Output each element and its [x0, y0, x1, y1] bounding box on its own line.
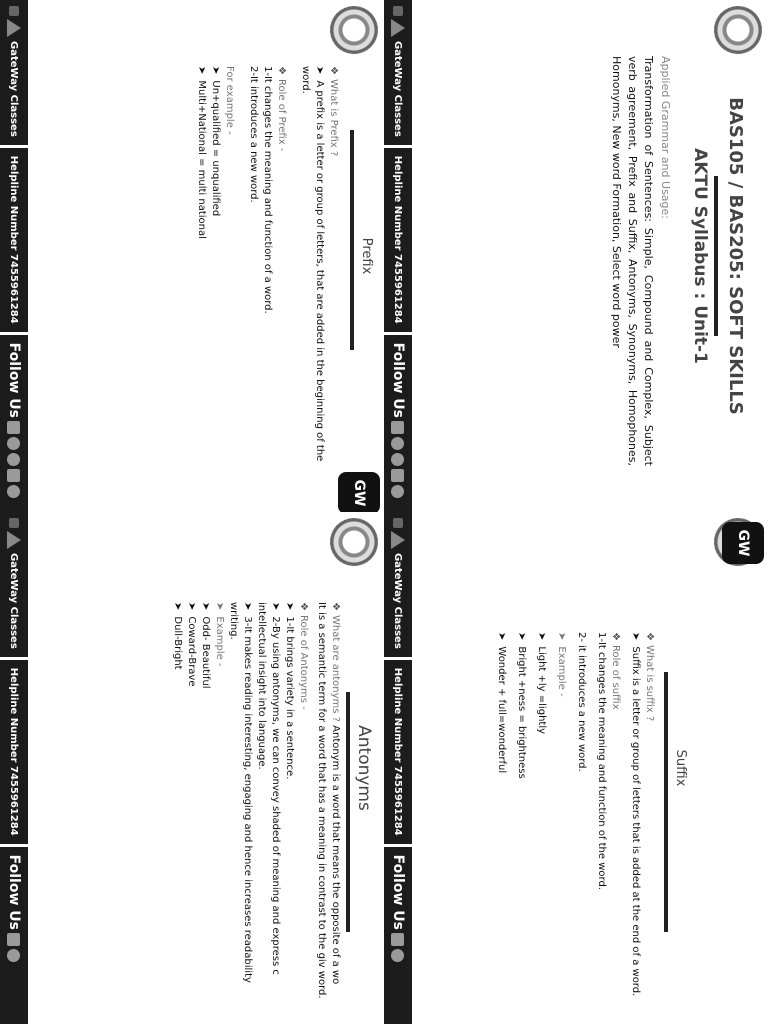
- instagram-icon[interactable]: [392, 949, 405, 962]
- footer-brand: GateWay Classes: [392, 41, 404, 137]
- footer-brand: GateWay Classes: [8, 553, 20, 649]
- title-rule: [664, 672, 668, 932]
- dropdown-icon: [9, 6, 19, 16]
- answer-text: Suffix is a letter or group of letters that is added at the end of a word.: [630, 646, 641, 997]
- example-item: Un+qualified = unqualified: [210, 80, 221, 217]
- role-heading: Role of Prefix -: [276, 78, 287, 152]
- facebook-icon[interactable]: [392, 421, 405, 434]
- slide-syllabus: [384, 0, 768, 512]
- prefix-content: ❖What is Prefix ? ➤A prefix is a letter or group of letters, that are added in the beginning of the word. ❖Role of Prefix - 1-It changes the meaning and function of a word. 2-It introduces a new word. For example - ➤Un+qualified = unqualified ➤Multi+National = multi national: [194, 66, 340, 486]
- slide-title: Suffix: [673, 749, 688, 787]
- dropdown-icon: [393, 518, 403, 528]
- footer-helpline: Helpline Number 7455961284: [392, 155, 404, 324]
- question-label: What are antonyms ?: [330, 614, 341, 722]
- example-heading: Example -: [214, 616, 225, 667]
- role-item: 1-It changes the meaning and function of the word.: [596, 632, 607, 890]
- example-item: Bright +ness = brightness: [516, 646, 527, 779]
- gw-logo: GW: [722, 522, 764, 564]
- question-label: What is Prefix ?: [328, 78, 339, 157]
- youtube-icon[interactable]: [8, 453, 21, 466]
- role-item: 2-It introduces a new word.: [248, 66, 259, 203]
- slide-prefix: [0, 0, 384, 512]
- syllabus-subtitle: AKTU Syllabus : Unit-1: [690, 148, 710, 364]
- example-item: Coward-Brave: [186, 616, 197, 687]
- youtube-icon[interactable]: [392, 453, 405, 466]
- instagram-icon[interactable]: [392, 437, 405, 450]
- linkedin-icon[interactable]: [8, 469, 21, 482]
- example-heading: Example -: [556, 646, 567, 697]
- role-heading: Role of Antonyms -: [298, 614, 309, 710]
- slide-antonyms: [0, 512, 384, 1024]
- example-item: Wonder + full=wonderful: [496, 646, 507, 774]
- role-item: 2-By using antonyms, we can convey shaded of meaning and express c intellectual insight into language.: [256, 602, 281, 975]
- facebook-icon[interactable]: [8, 421, 21, 434]
- title-rule: [714, 176, 718, 336]
- answer-text: Antonym is a word that means the opposite of a wo: [330, 725, 341, 985]
- role-item: 2- it introduces a new word.: [576, 632, 587, 772]
- section-heading: Applied Grammar and Usage:: [659, 56, 672, 219]
- triangle-logo-icon: [7, 531, 21, 549]
- triangle-logo-icon: [391, 531, 405, 549]
- triangle-logo-icon: [391, 19, 405, 37]
- answer-continuation: It is a semantic term for a word that has a meaning in contrast to the giv word.: [316, 602, 327, 999]
- instagram-icon[interactable]: [8, 437, 21, 450]
- footer-helpline: Helpline Number 7455961284: [392, 667, 404, 836]
- title-rule: [350, 130, 354, 350]
- example-item: Odd- Beautiful: [200, 616, 211, 689]
- footer-brand: GateWay Classes: [8, 41, 20, 137]
- slide-suffix: [384, 512, 768, 1024]
- syllabus-body: Transformation of Sentences: Simple, Compound and Complex, Subject verb agreement, Prefix and Suffix, Antonyms, Synonyms, Homophones, Homonyms, New word Formation, Select word power: [610, 56, 655, 466]
- footer-helpline: Helpline Number 7455961284: [8, 155, 20, 324]
- telegram-icon[interactable]: [8, 485, 21, 498]
- footer-bar: [0, 512, 28, 1024]
- example-item: Light +ly =lightly: [536, 646, 547, 735]
- follow-us-label: Follow Us: [6, 342, 22, 418]
- course-title: BAS105 / BAS205: SOFT SKILLS: [725, 97, 746, 415]
- facebook-icon[interactable]: [392, 933, 405, 946]
- follow-us-label: Follow Us: [6, 854, 22, 930]
- antonyms-content: ❖What are antonyms ? Antonym is a word that means the opposite of a wo It is a semantic term for a word that has a meaning in contrast to the giv word. ❖Role of Antonyms - ➤1-It brings variety in a sentence. ➤2-By using antonyms, we can convey shaded of meaning and express c intellectual insight into language. ➤3-It makes reading interesting, engaging and hence increases readability writing. ➤Example - ➤Odd- Beautiful ➤Coward-Brave ➤Dull-Bright: [170, 602, 342, 1022]
- role-item: 1-It changes the meaning and function of a word.: [262, 66, 273, 314]
- dropdown-icon: [393, 6, 403, 16]
- facebook-icon[interactable]: [8, 933, 21, 946]
- footer-bar: [0, 0, 28, 512]
- slide-title: Prefix: [359, 237, 374, 275]
- role-item: 1-It brings variety in a sentence.: [284, 616, 295, 780]
- footer-helpline: Helpline Number 7455961284: [8, 667, 20, 836]
- dropdown-icon: [9, 518, 19, 528]
- question-label: What is suffix ?: [644, 644, 655, 722]
- gw-logo-partial: GW: [338, 472, 380, 512]
- suffix-content: ❖What is suffix ? ➤Suffix is a letter or group of letters that is added at the end of a word. ❖Role of suffix 1-It changes the meaning and function of the word. 2- it introduces a new word. ➤Example - ➤Light +ly =lightly ➤Bright +ness = brightness ➤Wonder + full=wonderful: [494, 632, 656, 1022]
- role-heading: Role of suffix: [610, 644, 621, 710]
- answer-text: A prefix is a letter or group of letters, that are added in the beginning of the word.: [300, 66, 325, 462]
- triangle-logo-icon: [7, 19, 21, 37]
- linkedin-icon[interactable]: [392, 469, 405, 482]
- follow-us-label: Follow Us: [390, 342, 406, 418]
- example-item: Dull-Bright: [172, 616, 183, 670]
- role-item: 3-It makes reading interesting, engaging and hence increases readability writing.: [228, 602, 253, 983]
- footer-bar: [384, 512, 412, 1024]
- title-rule: [346, 692, 350, 932]
- example-heading: For example -: [224, 66, 235, 135]
- footer-brand: GateWay Classes: [392, 553, 404, 649]
- telegram-icon[interactable]: [392, 485, 405, 498]
- slide-title: Antonyms: [354, 725, 374, 811]
- instagram-icon[interactable]: [8, 949, 21, 962]
- footer-bar: [384, 0, 412, 512]
- follow-us-label: Follow Us: [390, 854, 406, 930]
- example-item: Multi+National = multi national: [196, 80, 207, 239]
